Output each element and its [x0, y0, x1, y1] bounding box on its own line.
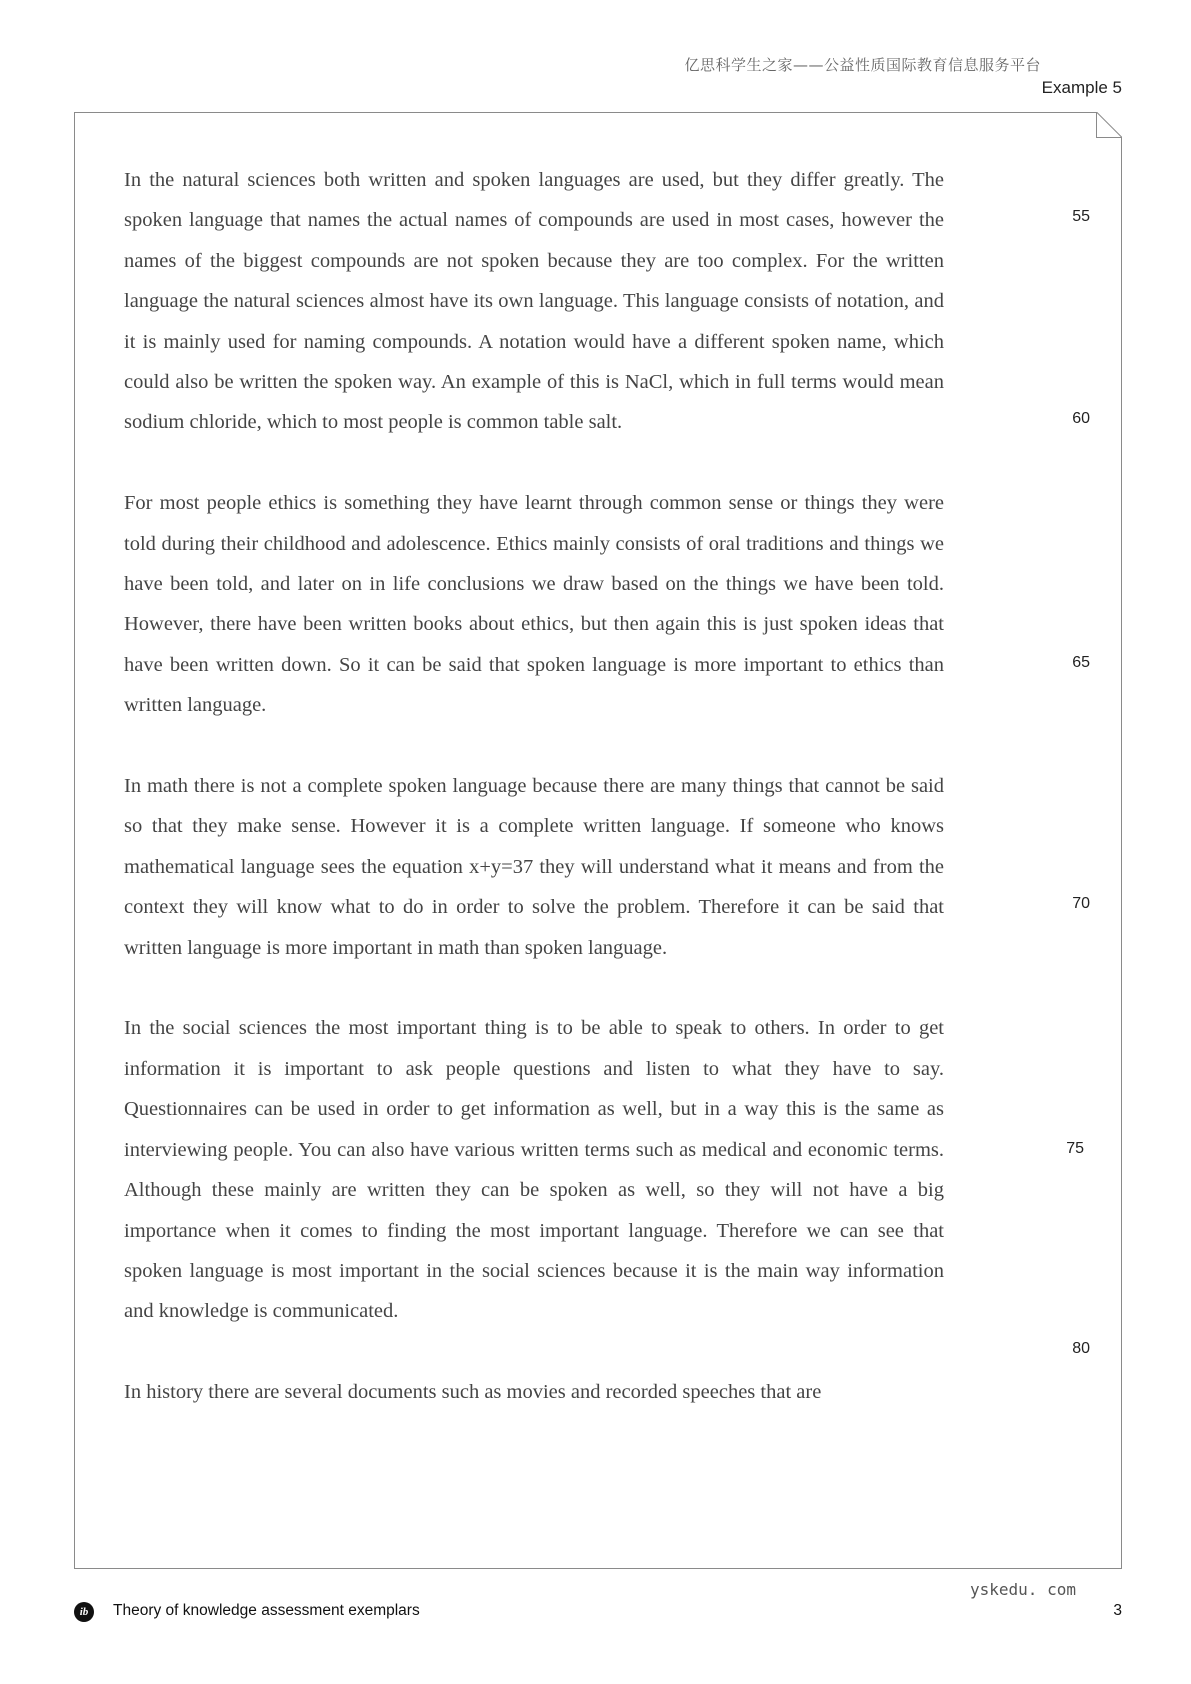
folded-corner-icon: [1096, 112, 1122, 138]
essay-paragraph: In history there are several documents such as movies and recorded speeches that are: [124, 1381, 822, 1404]
line-number: 60: [1072, 410, 1090, 427]
line-number: 75: [1066, 1140, 1084, 1157]
page-number: 3: [1113, 1602, 1122, 1619]
footer-title: Theory of knowledge assessment exemplars: [113, 1602, 420, 1619]
page-footer: [0, 1580, 1191, 1640]
line-number: 65: [1072, 654, 1090, 671]
line-number: 70: [1072, 895, 1090, 912]
example-label: Example 5: [1041, 78, 1122, 97]
footer-site-watermark: yskedu. com: [970, 1580, 1076, 1599]
essay-paragraph: For most people ethics is something they have learnt through common sense or things they were told during their childhood and adolescence. Ethics mainly consists of oral traditions and things we have been told, and later on in life conclusions we draw based on the things we have been told. However, there have been written books about ethics, but then again this is just spoken ideas that have been written down. So it can be said that spoken language is more important to ethics than written language.: [124, 492, 944, 717]
essay-text: [124, 160, 944, 1413]
line-number: 80: [1072, 1340, 1090, 1357]
essay-paragraph: In the natural sciences both written and spoken languages are used, but they differ greatly. The spoken language that names the actual names of compounds are used in most cases, however the names of the biggest compounds are not spoken because they are too complex. For the written language the natural sciences almost have its own language. This language consists of notation, and it is mainly used for naming compounds. A notation would have a different spoken name, which could also be written the spoken way. An example of this is NaCl, which in full terms would mean sodium chloride, which to most people is common table salt.: [124, 169, 944, 434]
ib-logo-icon: ib: [74, 1602, 94, 1622]
site-title-cn: 亿思科学生之家——公益性质国际教育信息服务平台: [684, 56, 1041, 74]
essay-paragraph: In math there is not a complete spoken language because there are many things that cannot be said so that they make sense. However it is a complete written language. If someone who knows mathematical language sees the equation x+y=37 they will understand what it means and from the context they will know what to do in order to solve the problem. Therefore it can be said that written language is more important in math than spoken language.: [124, 775, 944, 959]
line-number: 55: [1072, 208, 1090, 225]
essay-paragraph: In the social sciences the most important thing is to be able to speak to others. In order to get information it is important to ask people questions and listen to what they have to say. Questionnaires can be used in order to get information as well, but in a way this is the same as interviewing people. You can also have various written terms such as medical and economic terms. Although these mainly are written they can be spoken as well, so they will not have a big importance when it comes to finding the most important language. Therefore we can see that spoken language is most important in the social sciences because it is the main way information and knowledge is communicated.: [124, 1017, 944, 1323]
